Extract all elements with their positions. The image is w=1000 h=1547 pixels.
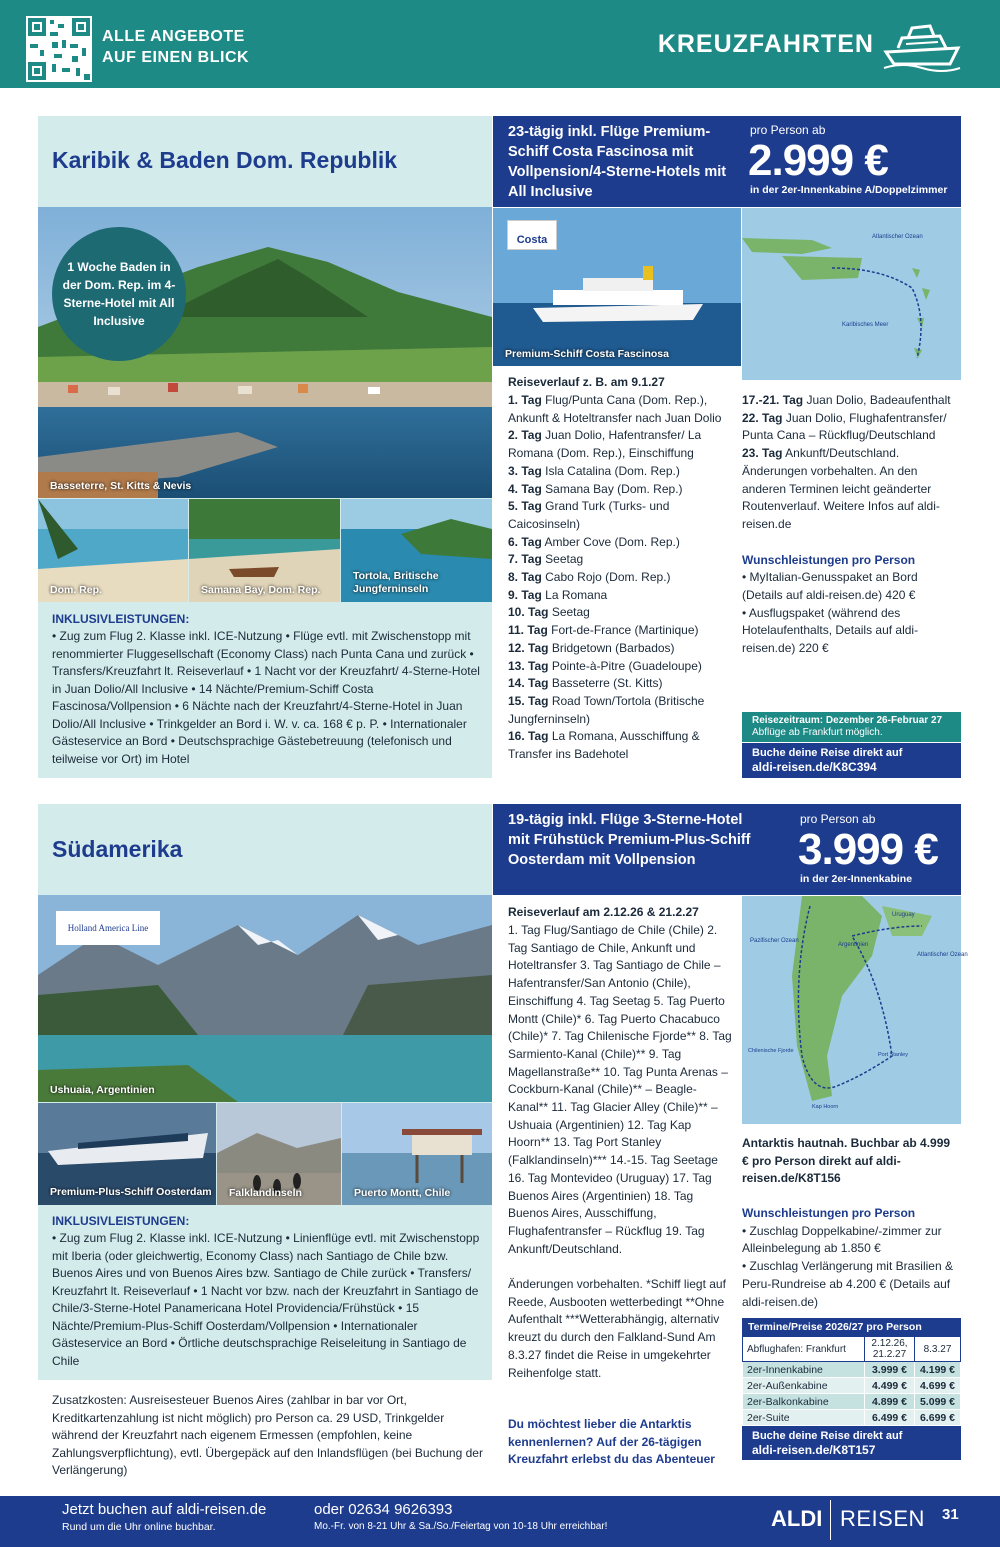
itinerary-item	[508, 640, 736, 658]
offer2-photo-1-caption: Premium-Plus-Schiff Oosterdam	[50, 1186, 212, 1198]
table-header-cell: 8.3.27	[915, 1337, 961, 1362]
itinerary-item	[508, 463, 736, 481]
offer2-itinerary-text: 1. Tag Flug/Santiago de Chile (Chile) 2. Tag Santiago de Chile, Ankunft und Hoteltransfer 3. Tag Santiago de Chile – Hafentransfer/San Antonio (Chile), Einschiffung 4. Tag Seetag 5. Tag Puerto Montt (Chile)* 6. Tag Puerto Chacabuco (Chile)* 7. Tag Chilenische Fjorde** 8. Tag Sarmiento-Kanal (Chile)** 9. Tag Magellanstraße** 10. Tag Punta Arenas – Cockburn-Kanal (Chile)** – Beagle-Kanal** 11. Tag Glacier Alley (Chile)** – Ushuaia (Argentinien) 12. Tag Kap Hoorn** 13. Tag Port Stanley (Falklandinseln)*** 14.-15. Tag Seetage 16. Tag Montevideo (Uruguay) 17. Tag Buenos Aires (Argentinien) 18. Tag Buenos Aires, Ausschiffung, Flughafentransfer – Rückflug 19. Tag Ankunft/Deutschland.	[508, 923, 732, 1256]
itinerary-item	[742, 392, 957, 410]
offer2-inclusive-title: INKLUSIVLEISTUNGEN:	[52, 1214, 190, 1228]
table-cell: 4.499 €	[865, 1378, 915, 1394]
offer2-photo-3	[342, 1103, 492, 1205]
offer2-extras	[742, 1205, 957, 1311]
table-cell: 4.699 €	[915, 1378, 961, 1394]
offer2-photo-2-caption: Falklandinseln	[229, 1187, 302, 1199]
table-cell: 2er-Innenkabine	[743, 1362, 865, 1378]
itinerary-day: 5. Tag	[508, 499, 542, 514]
itinerary-text: Juan Dolio, Flughafentransfer/ Punta Cana – Rückflug/Deutschland	[742, 410, 947, 443]
itinerary-text: Seetag	[551, 605, 590, 620]
itinerary-text: Juan Dolio, Badeaufenthalt	[806, 393, 951, 407]
itinerary-item	[508, 498, 736, 533]
offer2-booking-line1: Buche deine Reise direkt auf	[752, 1430, 903, 1442]
itinerary-item	[508, 622, 736, 640]
map2-label-atlantic: Atlantischer Ozean	[917, 952, 968, 958]
offer2-booking-link[interactable]	[742, 1426, 961, 1460]
costa-logo: Costa	[507, 220, 557, 250]
itinerary-day: 3. Tag	[508, 463, 542, 478]
footer-phone-sub: Mo.-Fr. von 8-21 Uhr & Sa./So./Feiertag von 10-18 Uhr erreichbar!	[314, 1521, 608, 1532]
itinerary-text: La Romana	[545, 587, 608, 602]
page-footer	[0, 1496, 1000, 1547]
itinerary-text: Bridgetown (Barbados)	[551, 640, 675, 655]
offer2-photo-2	[217, 1103, 341, 1205]
itinerary-text: Seetag	[545, 552, 584, 567]
offer1-extra-item: • Ausflugspaket (während des Hotelaufenthalts, Details auf aldi-reisen.de) 220 €	[742, 605, 919, 656]
table-row	[743, 1410, 961, 1426]
offer1-inclusive-title: INKLUSIVLEISTUNGEN:	[52, 612, 190, 626]
offer1-title: Karibik & Baden Dom. Republik	[52, 147, 398, 173]
offer1-price: 2.999 €	[748, 136, 888, 185]
footer-divider	[830, 1500, 831, 1540]
header-category-title: KREUZFAHRTEN	[657, 30, 874, 58]
offer1-ship-caption: Premium-Schiff Costa Fascinosa	[505, 348, 669, 360]
offer1-photo-3-caption: Tortola, Britische Jungferninseln	[353, 570, 439, 595]
itinerary-item	[508, 551, 736, 569]
itinerary-day: 14. Tag	[508, 676, 549, 691]
itinerary-day: 13. Tag	[508, 658, 549, 673]
itinerary-text: La Romana, Ausschiffung & Transfer ins Badehotel	[508, 729, 700, 762]
holland-america-logo: Holland America Line	[56, 911, 160, 945]
offer1-travel-period	[742, 712, 961, 742]
offer2-price-label: pro Person ab	[800, 812, 876, 826]
itinerary-text: Cabo Rojo (Dom. Rep.)	[545, 570, 671, 585]
offer1-photo-2-caption: Samana Bay, Dom. Rep.	[201, 584, 321, 596]
offer1-extras-title: Wunschleistungen pro Person	[742, 552, 916, 567]
itinerary-text: Flug/Punta Cana (Dom. Rep.), Ankunft & Hoteltransfer nach Juan Dolio	[508, 393, 722, 425]
itinerary-day: 2. Tag	[508, 428, 542, 443]
offer2-extras-title: Wunschleistungen pro Person	[742, 1206, 916, 1220]
offer2-itinerary-title: Reiseverlauf am 2.12.26 & 21.2.27	[508, 905, 699, 919]
itinerary-item	[742, 410, 957, 445]
itinerary-day: 7. Tag	[508, 552, 542, 567]
table-cell: 4.899 €	[865, 1394, 915, 1410]
offer2-table-title: Termine/Preise 2026/27 pro Person	[742, 1318, 961, 1336]
offer2-headline: 19-tägig inkl. Flüge 3-Sterne-Hotel mit Frühstück Premium-Plus-Schiff Oosterdam mit Vollpension	[508, 812, 751, 868]
offer2-additional-costs: Zusatzkosten: Ausreisesteuer Buenos Aires (zahlbar in bar vor Ort, Kreditkartenzahlung ist nicht möglich) pro Person ca. 29 USD, Trinkgelder während der Kreuzfahrt nach eigenem Ermessen (empfohlen, keine Zahlungsverpflichtung), evtl. Übergepäck auf den Inlandsflügen (bei Buchung der Verlängerung)	[52, 1393, 483, 1477]
offer2-main-photo	[38, 895, 492, 1102]
itinerary-text: Samana Bay (Dom. Rep.)	[545, 481, 683, 496]
itinerary-item	[508, 392, 736, 427]
itinerary-day: 4. Tag	[508, 481, 542, 496]
itinerary-item	[742, 445, 957, 463]
table-row	[743, 1378, 961, 1394]
itinerary-day: 15. Tag	[508, 693, 549, 708]
offer1-inclusive-text: • Zug zum Flug 2. Klasse inkl. ICE-Nutzung • Flüge evtl. mit Zwischenstopp mit renommierter Fluggesellschaft (Economy Class) nach Punta Cana und zurück • Transfers/Kreuzfahrt lt. Reiseverlauf • 1 Nacht vor der Kreuzfahrt/ 4-Sterne-Hotel in Juan Dolio/All Inclusive • 14 Nächte/Premium-Schiff Costa Fascinosa/Vollpension • 6 Nächte nach der Kreuzfahrt/4-Sterne-Hotel in Juan Dolio/All Inclusive • Trinkgelder an Bord i. W. v. ca. 168 € p. P. • Internationaler Gästeservice an Bord • Deutschsprachige Gästebetreuung (telefonisch und teilweise vor Ort) im Hotel	[52, 629, 480, 766]
itinerary-text: Amber Cove (Dom. Rep.)	[544, 534, 680, 549]
itinerary-day: 12. Tag	[508, 640, 549, 655]
offer2-price: 3.999 €	[798, 825, 938, 874]
offer1-price-note: in der 2er-Innenkabine A/Doppelzimmer	[750, 184, 948, 196]
reisen-logo: REISEN	[840, 1506, 925, 1531]
itinerary-item	[508, 728, 736, 763]
table-cell: 2er-Balkonkabine	[743, 1394, 865, 1410]
offer1-period-text: Reisezeitraum: Dezember 26-Februar 27	[752, 715, 943, 726]
itinerary-item	[508, 693, 736, 728]
itinerary-text: Basseterre (St. Kitts)	[551, 676, 663, 691]
itinerary-day: 10. Tag	[508, 605, 549, 620]
offer1-main-photo-caption: Basseterre, St. Kitts & Nevis	[50, 480, 192, 492]
header-tagline-line1: ALLE ANGEBOTE	[102, 28, 245, 45]
table-header-cell: Abflughafen: Frankfurt	[743, 1337, 865, 1362]
itinerary-item	[508, 481, 736, 499]
map1-label-caribbean: Karibisches Meer	[842, 322, 889, 328]
map2-label-pacific: Pazifischer Ozean	[750, 938, 799, 944]
itinerary-day: 16. Tag	[508, 729, 549, 744]
itinerary-day: 11. Tag	[508, 623, 548, 638]
footer-book-online[interactable]: Jetzt buchen auf aldi-reisen.de	[62, 1501, 267, 1518]
map2-label-argentina: Argentinien	[838, 942, 869, 948]
page-header	[0, 0, 1000, 88]
offer1-route-map	[742, 208, 961, 380]
offer1-headline: 23-tägig inkl. Flüge Premium-Schiff Costa Fascinosa mit Vollpension/4-Sterne-Hotels mit All Inclusive	[508, 124, 727, 200]
table-cell: 5.099 €	[915, 1394, 961, 1410]
offer1-itinerary-title: Reiseverlauf z. B. am 9.1.27	[508, 375, 665, 389]
itinerary-text: Juan Dolio, Hafentransfer/ La Romana (Dom. Rep.), Einschiffung	[508, 428, 702, 461]
table-cell: 2er-Suite	[743, 1410, 865, 1426]
itinerary-item	[508, 427, 736, 462]
offer2-antarctic-teaser: Du möchtest lieber die Antarktis kennenlernen? Auf der 26-tägigen Kreuzfahrt erlebst du das Abenteuer	[508, 1417, 715, 1467]
offer1-photo-2	[189, 499, 340, 602]
offer1-price-label: pro Person ab	[750, 123, 826, 137]
footer-phone[interactable]: oder 02634 9626393	[314, 1501, 453, 1518]
offer1-ship-photo	[493, 208, 741, 366]
table-cell: 3.999 €	[865, 1362, 915, 1378]
offer1-photo-1-caption: Dom. Rep.	[50, 584, 102, 596]
map2-label-cape-horn: Kap Hoorn	[812, 1104, 839, 1110]
itinerary-day: 23. Tag	[742, 446, 783, 461]
offer1-itinerary-list-2	[742, 392, 957, 658]
table-row	[743, 1394, 961, 1410]
offer1-extra-item: • MyItalian-Genusspaket an Bord (Details auf aldi-reisen.de) 420 €	[742, 570, 918, 603]
itinerary-item	[508, 569, 736, 587]
header-tagline-line2: AUF EINEN BLICK	[102, 49, 250, 66]
offer2-booking-code[interactable]: aldi-reisen.de/K8T157	[752, 1443, 876, 1457]
offer1-photo-1	[38, 499, 188, 602]
offer2-extra-item: • Zuschlag Verlängerung mit Brasilien & Peru-Rundreise ab 4.200 € (Details auf aldi-reisen.de)	[742, 1259, 953, 1309]
offer2-photo-1	[38, 1103, 216, 1205]
itinerary-day: 9. Tag	[508, 587, 542, 602]
offer2-inclusive-text: • Zug zum Flug 2. Klasse inkl. ICE-Nutzung • Linienflüge evtl. mit Zwischenstopp mit Iberia (oder gleichwertig, Economy Class) nach Santiago de Chile bzw. Buenos Aires und von Buenos Aires bzw. Santiago de Chile zurück • Transfers/ Kreuzfahrt lt. Reiseverlauf • 1 Nacht vor bzw. nach der Kreuzfahrt in Santiago de Chile/3-Sterne-Hotel Panamericana Hotel Providencia/Frühstück • 15 Nächte/Premium-Plus-Schiff Oosterdam/Vollpension • Internationaler Gästeservice an Bord • Örtliche deutschsprachige Reiseleitung in Santiago de Chile	[52, 1231, 480, 1368]
table-cell: 2er-Außenkabine	[743, 1378, 865, 1394]
offer2-route-map	[742, 896, 968, 1124]
offer1-itinerary-list	[508, 392, 736, 764]
itinerary-item	[508, 604, 736, 622]
itinerary-text: Ankunft/Deutschland.	[785, 446, 900, 461]
offer2-extra-item: • Zuschlag Doppelkabine/-zimmer zur Alleinbelegung ab 1.850 €	[742, 1223, 942, 1256]
table-cell: 6.699 €	[915, 1410, 961, 1426]
qr-code-icon[interactable]	[26, 16, 92, 82]
itinerary-item	[508, 675, 736, 693]
itinerary-day: 22. Tag	[742, 410, 783, 425]
table-row	[743, 1362, 961, 1378]
table-header-cell: 2.12.26, 21.2.27	[865, 1337, 915, 1362]
offer1-booking-link[interactable]	[742, 743, 961, 778]
offer2-photo-3-caption: Puerto Montt, Chile	[354, 1187, 451, 1199]
footer-book-online-sub: Rund um die Uhr online buchbar.	[62, 1521, 216, 1533]
offer1-departure-text: Abflüge ab Frankfurt möglich.	[752, 727, 883, 738]
map2-label-fjords: Chilenische Fjorde	[748, 1048, 794, 1054]
offer2-price-table	[742, 1318, 961, 1460]
offer1-photo-3	[341, 499, 492, 602]
itinerary-item	[508, 534, 736, 552]
aldi-logo: ALDI	[771, 1506, 823, 1531]
offer2-notes: Änderungen vorbehalten. *Schiff liegt auf Reede, Ausbooten wetterbedingt **Ohne Aufenthalt ***Wetterabhängig, alternativ kreuzt du durch den Falkland-Sund Am 8.3.27 findet die Reise in umgekehrter Reihenfolge statt.	[508, 1277, 726, 1380]
offer1-booking-line1: Buche deine Reise direkt auf	[752, 747, 903, 759]
table-cell: 4.199 €	[915, 1362, 961, 1378]
offer1-changes-note: Änderungen vorbehalten. An den anderen Terminen leicht geänderter Routenverlauf. Weitere Infos auf aldi-reisen.de	[742, 463, 940, 531]
itinerary-day: 1. Tag	[508, 393, 542, 407]
header-tagline	[102, 26, 249, 68]
itinerary-item	[508, 587, 736, 605]
cruise-ship-icon	[882, 18, 962, 70]
offer2-price-note: in der 2er-Innenkabine	[800, 873, 913, 885]
offer1-booking-code[interactable]: aldi-reisen.de/K8C394	[752, 760, 877, 774]
offer2-main-photo-caption: Ushuaia, Argentinien	[50, 1084, 155, 1096]
itinerary-day: 6. Tag	[508, 534, 542, 549]
itinerary-text: Isla Catalina (Dom. Rep.)	[545, 463, 680, 478]
itinerary-item	[508, 658, 736, 676]
map1-label-atlantic: Atlantischer Ozean	[872, 234, 923, 240]
map2-label-port-stanley: Port Stanley	[878, 1052, 908, 1058]
table-cell: 6.499 €	[865, 1410, 915, 1426]
itinerary-text: Fort-de-France (Martinique)	[551, 623, 699, 638]
itinerary-day: 8. Tag	[508, 570, 542, 585]
page-number: 31	[942, 1506, 959, 1523]
itinerary-text: Pointe-à-Pitre (Guadeloupe)	[551, 658, 702, 673]
offer2-title: Südamerika	[52, 836, 183, 862]
itinerary-day: 17.-21. Tag	[742, 393, 804, 407]
offer2-antarctic-box: Antarktis hautnah. Buchbar ab 4.999 € pro Person direkt auf aldi-reisen.de/K8T156	[742, 1136, 951, 1186]
offer1-feature-badge: 1 Woche Baden in der Dom. Rep. im 4-Sterne-Hotel mit All Inclusive	[52, 227, 186, 361]
itinerary-text: Road Town/Tortola (Britische Jungferninseln)	[508, 693, 705, 726]
itinerary-text: Grand Turk (Turks- und Caicosinseln)	[508, 499, 670, 531]
map2-label-uruguay: Uruguay	[892, 912, 915, 918]
